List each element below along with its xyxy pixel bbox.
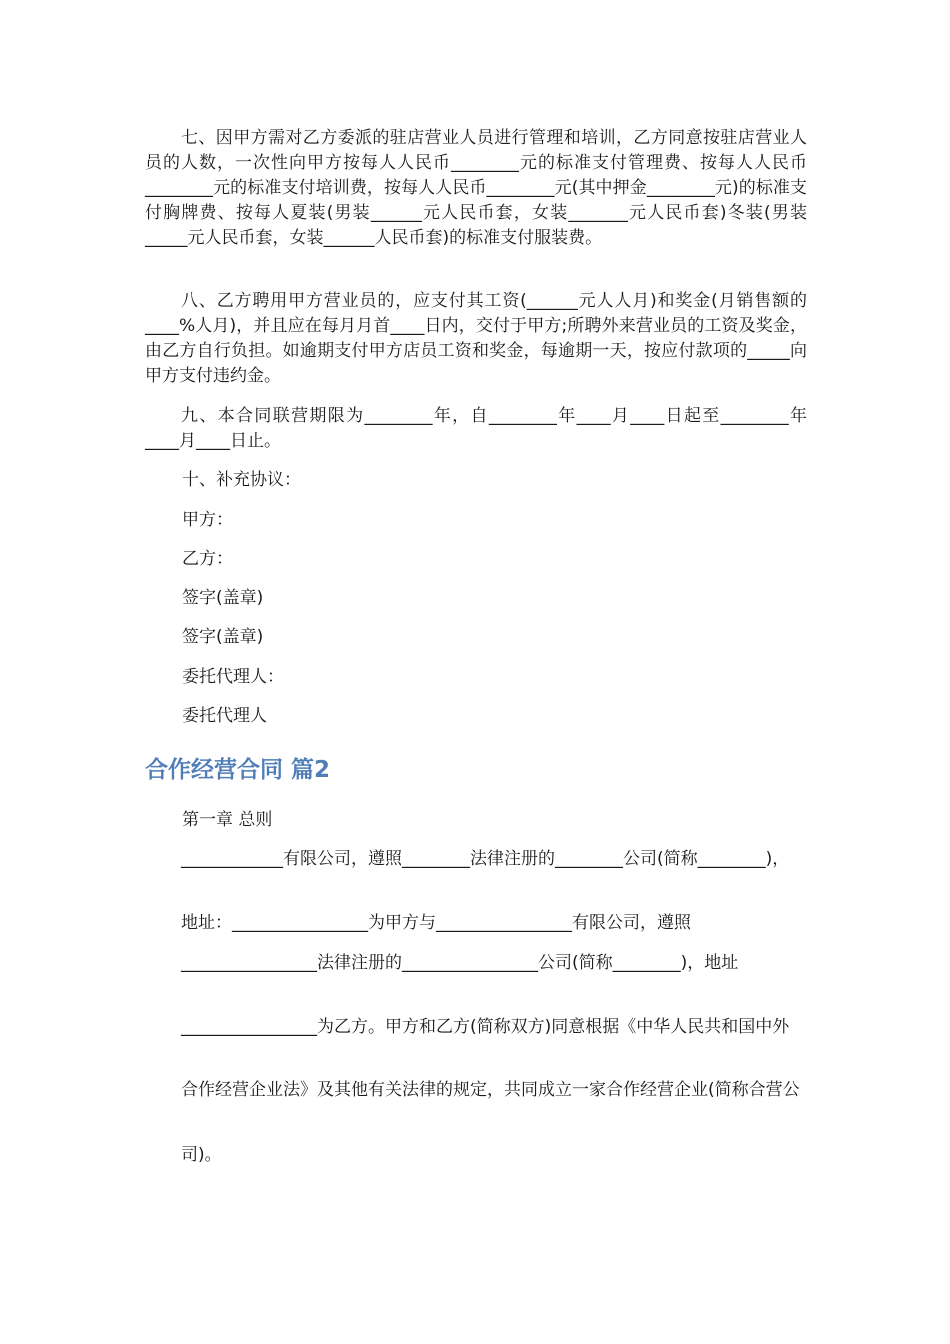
intro-para-6: 司)。 [181, 1145, 222, 1165]
party-b-label: 乙方： [182, 549, 233, 569]
party-a-label: 甲方： [182, 510, 233, 530]
intro-para-1: ____________有限公司，遵照________法律注册的________公司(简称________)， [181, 849, 790, 869]
clause-8: 八、乙方聘用甲方营业员的，应支付其工资(______元人人月)和奖金(月销售额的____%人月)，并且应在每月月首____日内，交付于甲方;所聘外来营业员的工资及奖金，由乙方自行负担。如逾期支付甲方店员工资和奖金，每逾期一天，按应付款项的_____向甲方支付违约金。 [145, 291, 807, 386]
intro-para-5: 合作经营企业法》及其他有关法律的规定，共同成立一家合作经营企业(简称合营公 [181, 1080, 800, 1100]
signature-label-1: 签字(盖章) [182, 588, 264, 608]
intro-para-4: ________________为乙方。甲方和乙方(简称双方)同意根据《中华人民共和国中外 [181, 1017, 790, 1037]
clause-9: 九、本合同联营期限为________年，自________年____月____日起至________年____月____日止。 [145, 406, 807, 451]
intro-para-2: 地址：________________为甲方与________________有限公司，遵照 [181, 913, 691, 933]
clause-10: 十、补充协议： [182, 470, 301, 490]
intro-para-3: ________________法律注册的________________公司(简称________)，地址 [181, 953, 739, 973]
agent-label-1: 委托代理人： [182, 667, 284, 687]
signature-label-2: 签字(盖章) [182, 627, 264, 647]
clause-7: 七、因甲方需对乙方委派的驻店营业人员进行管理和培训，乙方同意按驻店营业人员的人数，一次性向甲方按每人人民币________元的标准支付管理费、按每人人民币________元的标准支付培训费，按每人人民币________元(其中押金________元)的标准支付胸牌费、按每人夏装(男装______元人民币套，女装_______元人民币套)冬装(男装_____元人民币套，女装______人民币套)的标准支付服装费。 [145, 128, 807, 248]
section-heading: 合作经营合同 篇2 [145, 757, 331, 783]
agent-label-2: 委托代理人 [182, 706, 267, 726]
chapter-title: 第一章 总则 [182, 810, 273, 830]
